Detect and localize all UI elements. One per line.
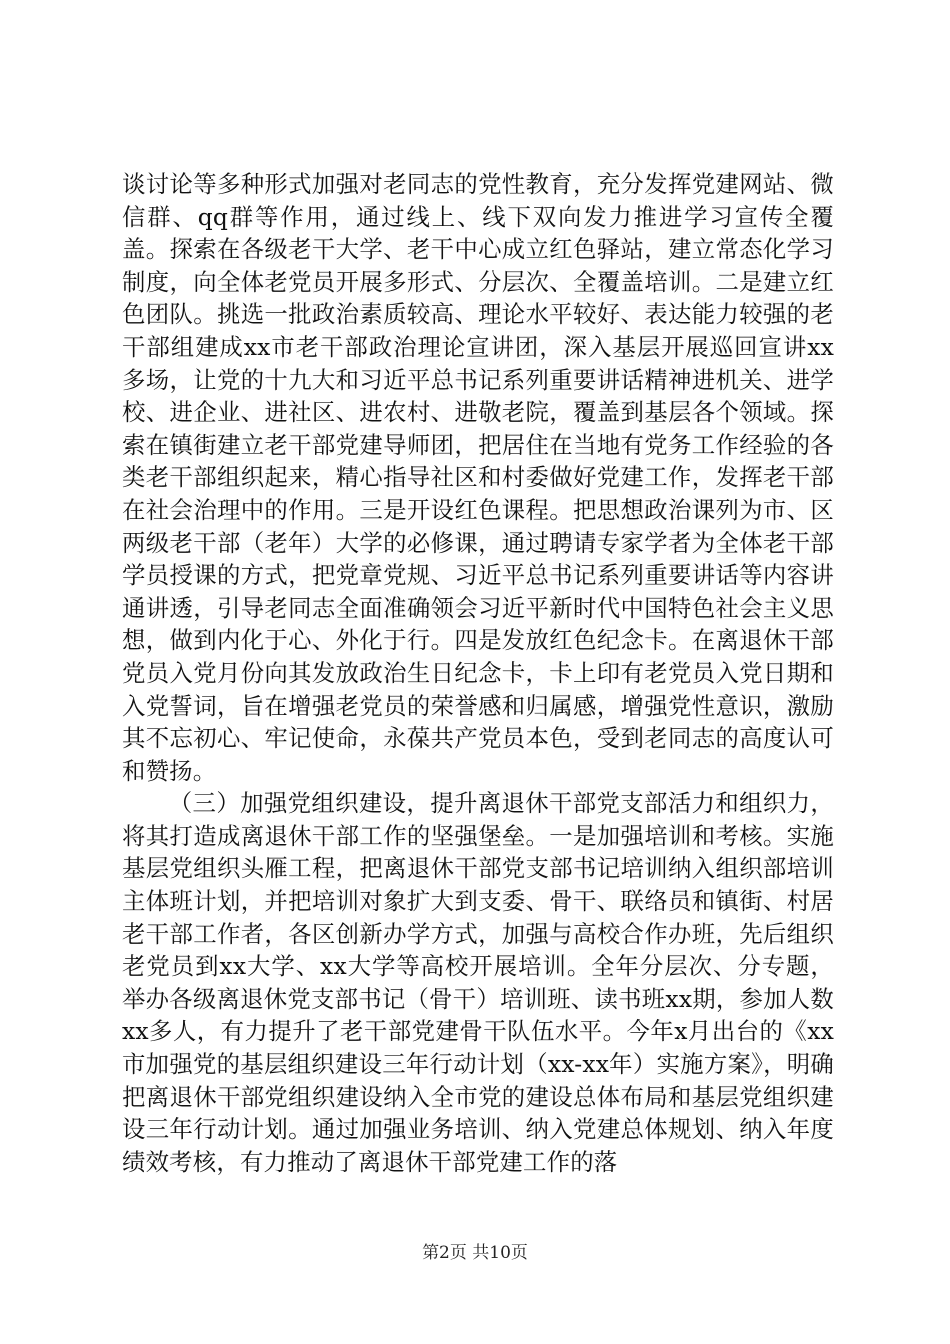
document-body: [122, 168, 834, 1178]
paragraph-2: （三）加强党组织建设，提升离退休干部党支部活力和组织力，将其打造成离退休干部工作的坚强堡垒。一是加强培训和考核。实施基层党组织头雁工程，把离退休干部党支部书记培训纳入组织部培训主体班计划，并把培训对象扩大到支委、骨干、联络员和镇街、村居老干部工作者，各区创新办学方式，加强与高校合作办班，先后组织老党员到xx大学、xx大学等高校开展培训。全年分层次、分专题，举办各级离退休党支部书记（骨干）培训班、读书班xx期，参加人数xx多人，有力提升了老干部党建骨干队伍水平。今年x月出台的《xx市加强党的基层组织建设三年行动计划（xx-xx年）实施方案》，明确把离退休干部党组织建设纳入全市党的建设总体布局和基层党组织建设三年行动计划。通过加强业务培训、纳入党建总体规划、纳入年度绩效考核，有力推动了离退休干部党建工作的落: [122, 789, 834, 1176]
page-number-footer: 第2页 共10页: [422, 1243, 528, 1263]
paragraph-1: 谈讨论等多种形式加强对老同志的党性教育，充分发挥党建网站、微信群、qq群等作用，通过线上、线下双向发力推进学习宣传全覆盖。探索在各级老干大学、老干中心成立红色驿站，建立常态化学习制度，向全体老党员开展多形式、分层次、全覆盖培训。二是建立红色团队。挑选一批政治素质较高、理论水平较好、表达能力较强的老干部组建成xx市老干部政治理论宣讲团，深入基层开展巡回宣讲xx多场，让党的十九大和习近平总书记系列重要讲话精神进机关、进学校、进企业、进社区、进农村、进敬老院，覆盖到基层各个领域。探索在镇街建立老干部党建导师团，把居住在当地有党务工作经验的各类老干部组织起来，精心指导社区和村委做好党建工作，发挥老干部在社会治理中的作用。三是开设红色课程。把思想政治课列为市、区两级老干部（老年）大学的必修课，通过聘请专家学者为全体老干部学员授课的方式，把党章党规、习近平总书记系列重要讲话等内容讲通讲透，引导老同志全面准确领会习近平新时代中国特色社会主义思想，做到内化于心、外化于行。四是发放红色纪念卡。在离退休干部党员入党月份向其发放政治生日纪念卡，卡上印有老党员入党日期和入党誓词，旨在增强老党员的荣誉感和归属感，增强党性意识，激励其不忘初心、牢记使命，永葆共产党员本色，受到老同志的高度认可和赞扬。: [122, 170, 834, 785]
